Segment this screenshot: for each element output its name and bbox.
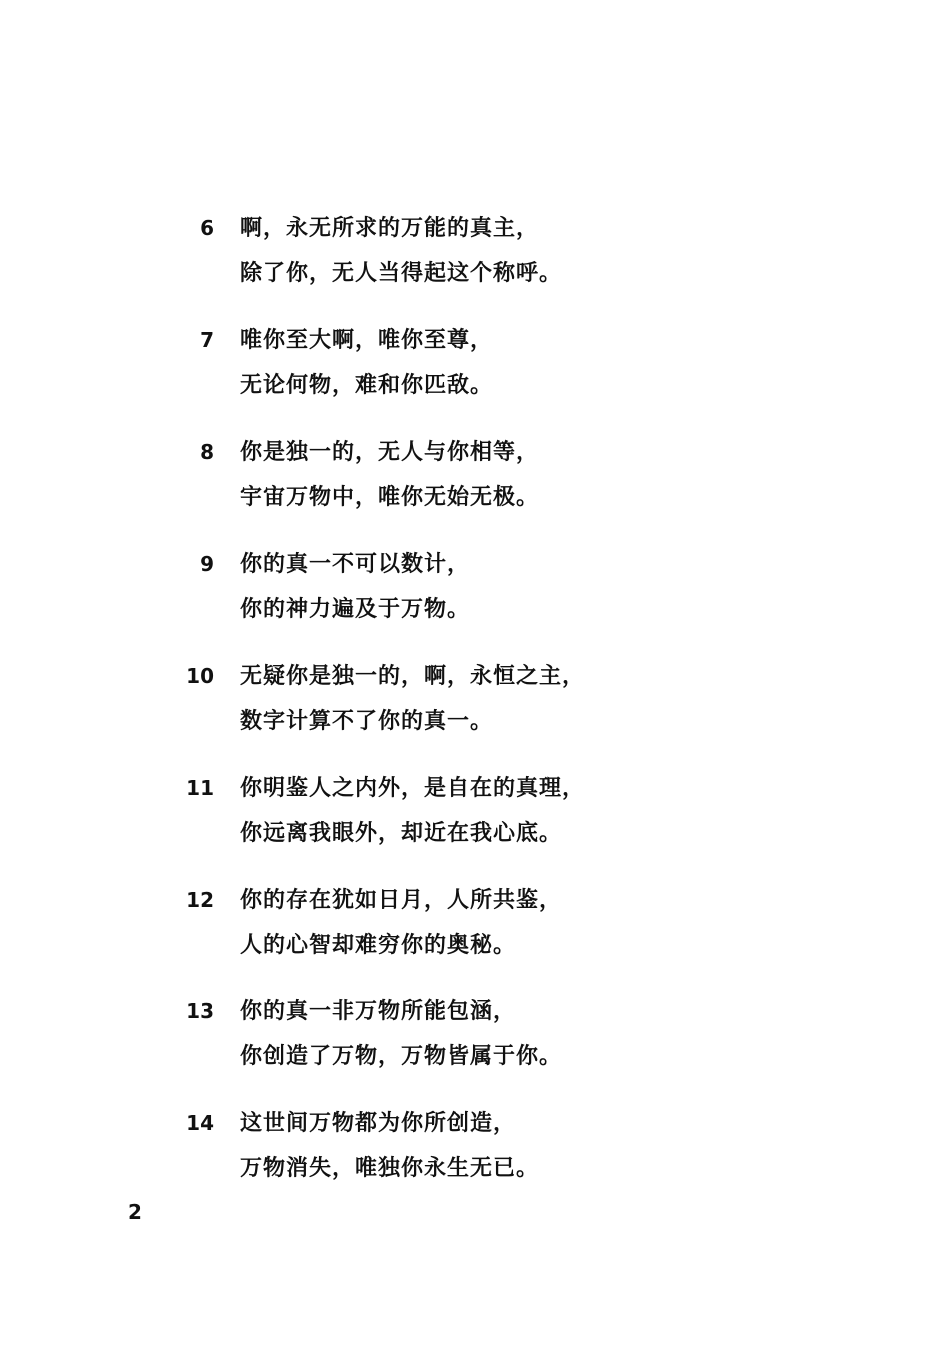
verse-line: 你明鉴人之内外，是自在的真理， [240, 775, 586, 801]
verse-line: 这世间万物都为你所创造， [240, 1110, 517, 1136]
verse-line: 你的真一不可以数计， [240, 551, 471, 577]
verse-line: 唯你至大啊，唯你至尊， [240, 327, 494, 353]
verse-line: 你远离我眼外，却近在我心底。 [240, 820, 563, 846]
verse-line: 你创造了万物，万物皆属于你。 [240, 1043, 563, 1069]
stanza-number: 9 [200, 552, 214, 576]
stanza-number: 10 [186, 664, 214, 688]
verse-line: 你的神力遍及于万物。 [240, 596, 471, 622]
verse-line: 万物消失，唯独你永生无已。 [240, 1155, 540, 1181]
stanza-number: 11 [186, 776, 214, 800]
stanza-number: 6 [200, 216, 214, 240]
verse-line: 人的心智却难穷你的奥秘。 [240, 932, 517, 958]
verse-line: 你是独一的，无人与你相等， [240, 439, 540, 465]
stanza-number: 12 [186, 888, 214, 912]
page-number: 2 [128, 1200, 142, 1224]
verse-line: 你的真一非万物所能包涵， [240, 998, 517, 1024]
verse-line: 你的存在犹如日月，人所共鉴， [240, 887, 563, 913]
verse-line: 无疑你是独一的，啊，永恒之主， [240, 663, 586, 689]
stanza-number: 8 [200, 440, 214, 464]
verse-line: 啊，永无所求的万能的真主， [240, 215, 540, 241]
stanza-number: 7 [200, 328, 214, 352]
verse-line: 宇宙万物中，唯你无始无极。 [240, 484, 540, 510]
verse-line: 除了你，无人当得起这个称呼。 [240, 260, 563, 286]
stanza-number: 13 [186, 999, 214, 1023]
verse-line: 无论何物，难和你匹敌。 [240, 372, 494, 398]
verse-line: 数字计算不了你的真一。 [240, 708, 494, 734]
stanza-number: 14 [186, 1111, 214, 1135]
